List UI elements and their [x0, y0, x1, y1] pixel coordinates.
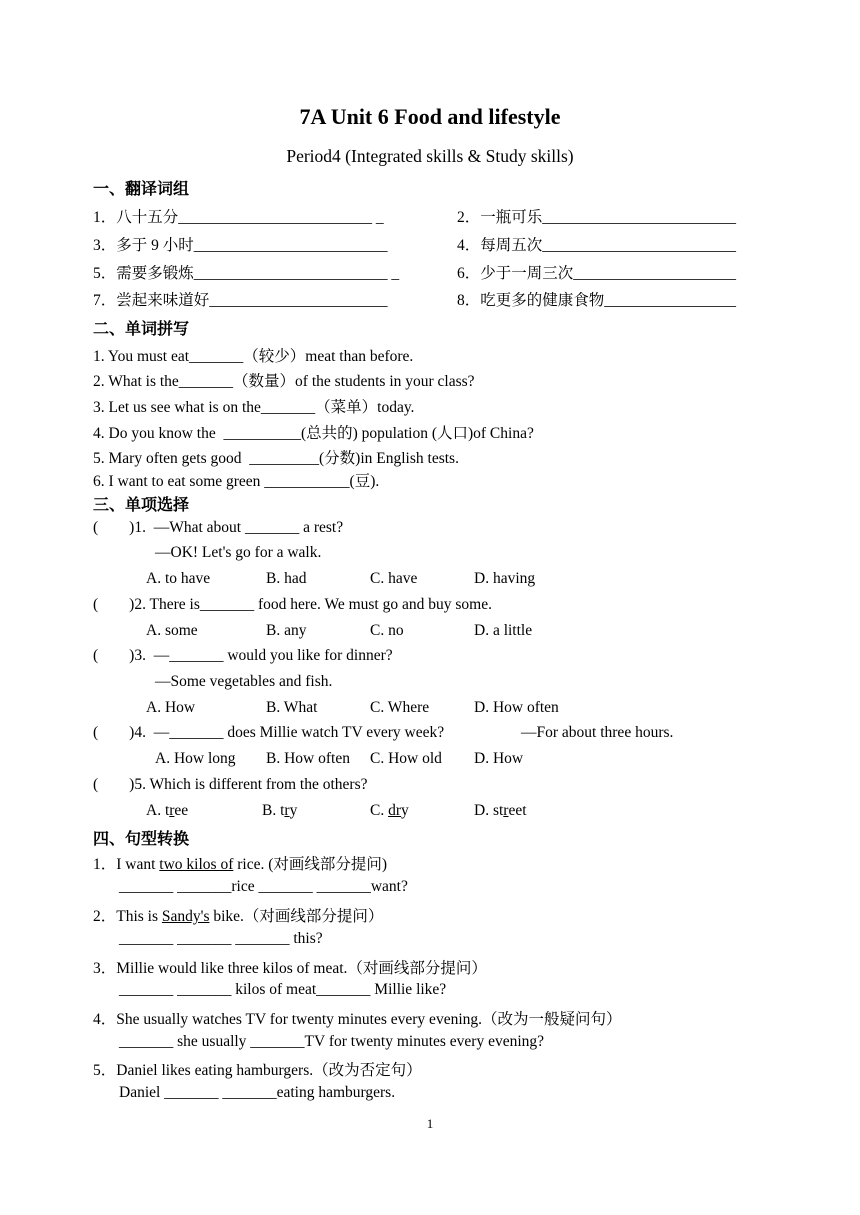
transform-answer-5: Daniel _______ _______eating hamburgers.	[119, 1084, 396, 1101]
spelling-item: 6. I want to eat some green ___________(豆).	[93, 473, 380, 490]
transform-answer-3: _______ _______ kilos of meat_______ Millie like?	[119, 981, 447, 998]
translate-item: 7．尝起来味道好_______________________	[93, 292, 388, 309]
question-5: ( )5. Which is different from the others?	[93, 776, 368, 793]
question-4-reply: —For about three hours.	[521, 724, 674, 741]
option-c: C. Where	[370, 699, 430, 716]
option-d: D. How often	[474, 699, 559, 716]
option-d: D. a little	[474, 622, 533, 639]
transform-item-3: 3．Millie would like three kilos of meat.（对画线部分提问）	[93, 960, 487, 977]
page-subtitle: Period4 (Integrated skills & Study skills)	[286, 146, 574, 166]
section-heading-spelling: 二、单词拼写	[93, 319, 190, 338]
option-c: C. How old	[370, 750, 442, 767]
translate-item: 5．需要多锻炼_________________________ _	[93, 265, 400, 282]
spelling-item: 3. Let us see what is on the_______（菜单）today.	[93, 399, 415, 416]
option-c: C. dry	[370, 802, 409, 819]
spelling-item: 4. Do you know the __________(总共的) population (人口)of China?	[93, 425, 534, 442]
question-1: ( )1. —What about _______ a rest?	[93, 519, 344, 536]
option-a: A. How long	[155, 750, 236, 767]
section-heading-transform: 四、句型转换	[93, 829, 190, 848]
translate-item: 3．多于 9 小时_________________________	[93, 237, 388, 254]
translate-item: 6．少于一周三次_____________________	[457, 265, 737, 282]
option-a: A. to have	[146, 570, 211, 587]
translate-item: 4．每周五次_________________________	[457, 237, 737, 254]
question-3-reply: —Some vegetables and fish.	[155, 673, 333, 690]
transform-answer-1: _______ _______rice _______ _______want?	[119, 878, 408, 895]
page-number: 1	[426, 1116, 434, 1131]
section-heading-multiple-choice: 三、单项选择	[93, 495, 190, 514]
translate-item: 8．吃更多的健康食物_________________	[457, 292, 737, 309]
option-d: D. How	[474, 750, 524, 767]
spelling-item: 1. You must eat_______（较少）meat than before.	[93, 348, 414, 365]
spelling-item: 2. What is the_______（数量）of the students in your class?	[93, 373, 475, 390]
transform-item-2: 2．This is Sandy's bike.（对画线部分提问）	[93, 908, 384, 925]
option-b: B. What	[266, 699, 318, 716]
transform-item-4: 4．She usually watches TV for twenty minutes every evening.（改为一般疑问句）	[93, 1011, 622, 1028]
transform-item-1: 1．I want two kilos of rice. (对画线部分提问)	[93, 856, 388, 873]
option-d: D. street	[474, 802, 527, 819]
option-a: A. some	[146, 622, 198, 639]
section-heading-translate: 一、翻译词组	[93, 179, 190, 198]
transform-answer-2: _______ _______ _______ this?	[119, 930, 323, 947]
spelling-item: 5. Mary often gets good _________(分数)in English tests.	[93, 450, 459, 467]
option-a: A. tree	[146, 802, 189, 819]
question-2: ( )2. There is_______ food here. We must go and buy some.	[93, 596, 492, 613]
transform-answer-4: _______ she usually _______TV for twenty minutes every evening?	[119, 1033, 545, 1050]
question-1-reply: —OK! Let's go for a walk.	[155, 544, 322, 561]
option-c: C. no	[370, 622, 404, 639]
option-a: A. How	[146, 699, 196, 716]
option-b: B. How often	[266, 750, 350, 767]
translate-item: 2．一瓶可乐_________________________	[457, 209, 737, 226]
option-b: B. had	[266, 570, 307, 587]
option-b: B. any	[266, 622, 307, 639]
question-4: ( )4. —_______ does Millie watch TV every week?	[93, 724, 445, 741]
option-b: B. try	[262, 802, 298, 819]
translate-item: 1．八十五分_________________________ _	[93, 209, 384, 226]
option-d: D. having	[474, 570, 536, 587]
page-title: 7A Unit 6 Food and lifestyle	[299, 104, 561, 129]
question-3: ( )3. —_______ would you like for dinner?	[93, 647, 393, 664]
option-c: C. have	[370, 570, 418, 587]
transform-item-5: 5．Daniel likes eating hamburgers.（改为否定句）	[93, 1062, 422, 1079]
